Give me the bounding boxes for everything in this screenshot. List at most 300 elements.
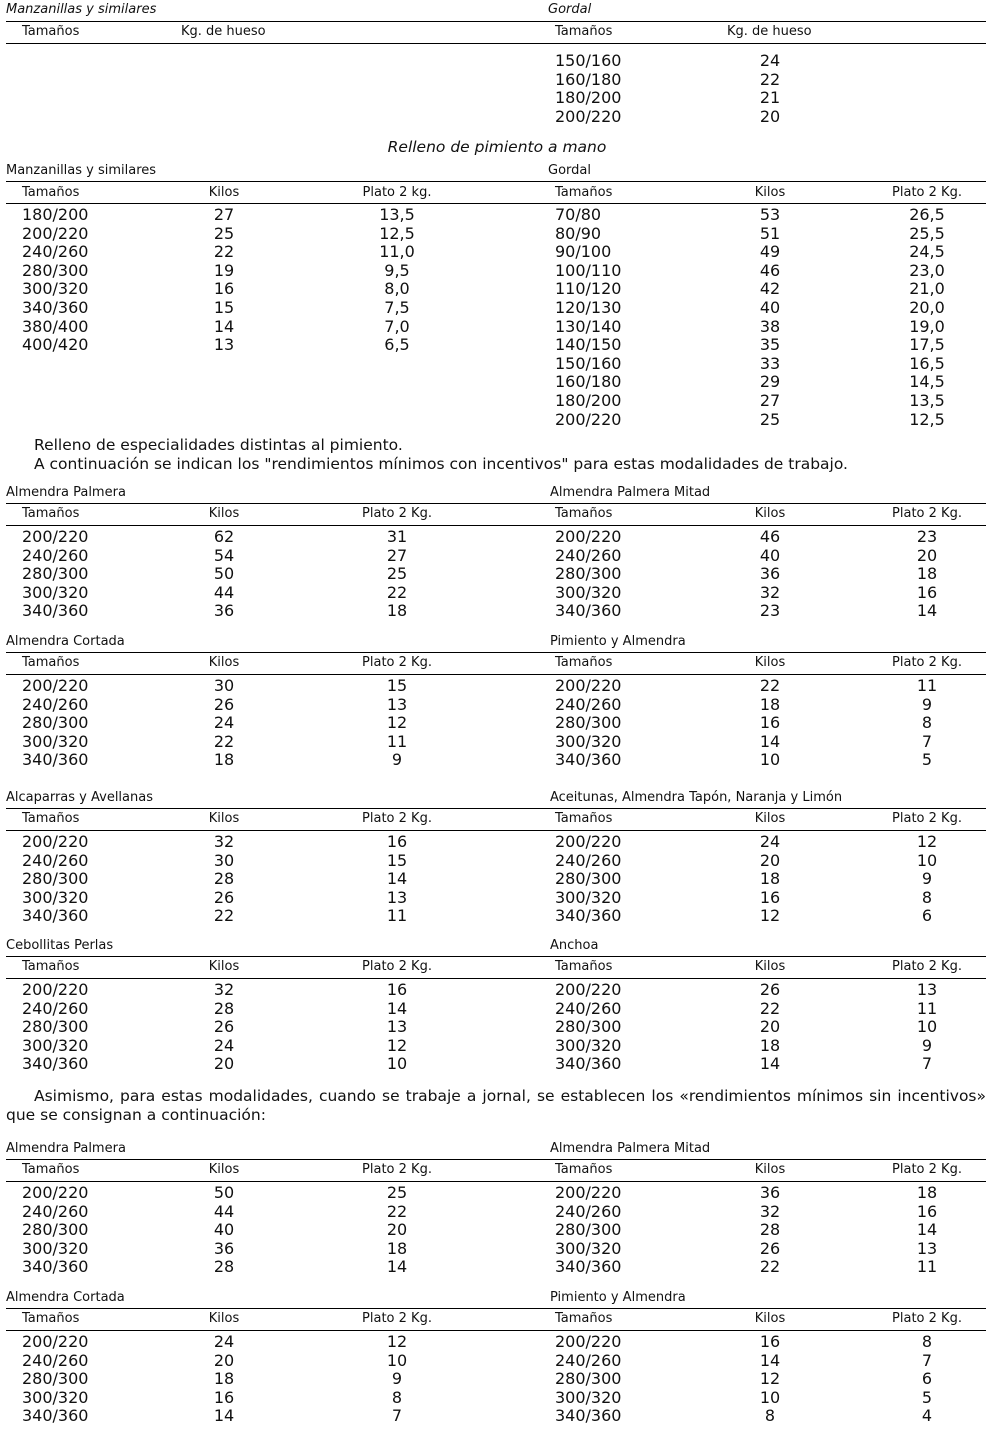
table-header-rule [6, 830, 986, 831]
table-header-rule [6, 1330, 986, 1331]
table-left-cell: 18 [213, 750, 235, 770]
table-right-cell: 22 [759, 1257, 781, 1277]
table-left-header-plato: Plato 2 Kg. [362, 1311, 432, 1326]
table-right-cell: 280/300 [555, 1017, 622, 1037]
pimiento-rule [6, 181, 986, 182]
table-right-cell: 26 [759, 980, 781, 999]
top-right-cell: 21 [759, 88, 781, 108]
table-left-cell: 27 [386, 545, 408, 565]
pimiento-right-cell: 35 [759, 335, 781, 355]
table-right-header-plato: Plato 2 Kg. [892, 506, 962, 521]
table-rule [6, 808, 986, 809]
pimiento-right-cell: 70/80 [555, 205, 602, 224]
table-left-cell: 280/300 [22, 564, 89, 584]
table-left-header-plato: Plato 2 Kg. [362, 506, 432, 521]
table-right-cell: 11 [916, 998, 938, 1018]
table-right-cell: 26 [759, 1238, 781, 1258]
table-right-cell: 14 [759, 1350, 781, 1370]
table-right-header-kilos: Kilos [754, 506, 786, 521]
pimiento-left-cell: 22 [213, 242, 235, 262]
table-right-cell: 5 [921, 750, 933, 770]
table-right-cell: 40 [759, 545, 781, 565]
table-left-cell: 300/320 [22, 582, 89, 602]
table-left-cell: 280/300 [22, 1017, 89, 1037]
table-right-cell: 240/260 [555, 850, 622, 870]
table-left-cell: 7 [391, 1406, 403, 1426]
table-right-cell: 240/260 [555, 998, 622, 1018]
table-right-cell: 7 [921, 1054, 933, 1074]
top-right-header-size: Tamaños [555, 24, 613, 39]
table-left-header-kilos: Kilos [208, 811, 240, 826]
pimiento-right-cell: 90/100 [555, 242, 612, 262]
pimiento-right-cell: 29 [759, 372, 781, 392]
top-right-header-kg: Kg. de hueso [727, 24, 812, 39]
table-left-cell: 280/300 [22, 713, 89, 733]
table-left-cell: 13 [386, 694, 408, 714]
table-left-header-size: Tamaños [22, 959, 80, 974]
table-left-cell: 62 [213, 527, 235, 546]
pimiento-left-cell: 300/320 [22, 279, 89, 299]
pimiento-right-cell: 140/150 [555, 335, 622, 355]
table-rule [6, 503, 986, 504]
table-right-cell: 22 [759, 676, 781, 695]
pimiento-right-header-kilos: Kilos [754, 185, 786, 200]
table-left-cell: 340/360 [22, 601, 89, 621]
table-header-rule [6, 978, 986, 979]
pimiento-left-cell: 25 [213, 223, 235, 243]
pimiento-right-cell: 80/90 [555, 223, 602, 243]
table-right-cell: 36 [759, 564, 781, 584]
table-left-cell: 300/320 [22, 1035, 89, 1055]
table-header-rule [6, 525, 986, 526]
table-left-header-size: Tamaños [22, 655, 80, 670]
table-left-cell: 25 [386, 564, 408, 584]
table-left-cell: 9 [391, 1369, 403, 1389]
pimiento-left-cell: 180/200 [22, 205, 89, 224]
top-header-rule [6, 43, 986, 44]
table-left-cell: 50 [213, 1183, 235, 1202]
table-right-cell: 32 [759, 1201, 781, 1221]
pimiento-right-cell: 200/220 [555, 409, 622, 429]
table-right-cell: 340/360 [555, 750, 622, 770]
pimiento-right-cell: 25 [759, 409, 781, 429]
table-right-cell: 12 [759, 1369, 781, 1389]
table-right-cell: 10 [759, 1387, 781, 1407]
pimiento-left-cell: 13 [213, 335, 235, 355]
table-left-cell: 36 [213, 1238, 235, 1258]
table-right-cell: 9 [921, 1035, 933, 1055]
table-left-cell: 10 [386, 1054, 408, 1074]
table-left-cell: 26 [213, 887, 235, 907]
table-right-header-kilos: Kilos [754, 811, 786, 826]
table-left-cell: 14 [386, 869, 408, 889]
top-left-title: Manzanillas y similares [6, 2, 157, 17]
table-right-cell: 12 [759, 906, 781, 926]
table-right-cell: 11 [916, 1257, 938, 1277]
table-right-header-plato: Plato 2 Kg. [892, 655, 962, 670]
table-left-cell: 11 [386, 906, 408, 926]
table-right-cell: 240/260 [555, 694, 622, 714]
table-right-header-kilos: Kilos [754, 1162, 786, 1177]
table-left-cell: 40 [213, 1220, 235, 1240]
table-left-cell: 200/220 [22, 1183, 89, 1202]
table-left-header-kilos: Kilos [208, 506, 240, 521]
pimiento-right-cell: 38 [759, 316, 781, 336]
table-left-cell: 10 [386, 1350, 408, 1370]
table-right-header-size: Tamaños [555, 811, 613, 826]
table-left-header-size: Tamaños [22, 1311, 80, 1326]
table-left-cell: 22 [213, 906, 235, 926]
table-left-cell: 30 [213, 676, 235, 695]
table-right-cell: 200/220 [555, 832, 622, 851]
table-right-cell: 23 [759, 601, 781, 621]
pimiento-right-cell: 16,5 [909, 353, 945, 373]
table-left-cell: 44 [213, 582, 235, 602]
table-right-header-kilos: Kilos [754, 655, 786, 670]
pimiento-left-cell: 9,5 [384, 260, 410, 280]
pimiento-left-cell: 400/420 [22, 335, 89, 355]
table-right-title: Almendra Palmera Mitad [550, 485, 711, 500]
pimiento-right-cell: 40 [759, 298, 781, 317]
table-right-cell: 23 [916, 527, 938, 546]
table-right-cell: 7 [921, 731, 933, 751]
pimiento-right-cell: 25,5 [909, 223, 945, 243]
table-right-cell: 20 [916, 545, 938, 565]
table-left-cell: 300/320 [22, 887, 89, 907]
table-right-cell: 16 [916, 582, 938, 602]
table-left-cell: 16 [386, 980, 408, 999]
section-heading: Relleno de pimiento a mano [387, 138, 607, 156]
table-left-cell: 18 [386, 1238, 408, 1258]
pimiento-right-cell: 21,0 [909, 279, 945, 299]
table-left-cell: 200/220 [22, 527, 89, 546]
table-left-title: Cebollitas Perlas [6, 938, 114, 953]
pimiento-right-cell: 26,5 [909, 205, 945, 224]
table-left-cell: 50 [213, 564, 235, 584]
table-left-cell: 200/220 [22, 832, 89, 851]
table-left-title: Almendra Cortada [6, 1290, 125, 1305]
table-left-cell: 28 [213, 1257, 235, 1277]
table-right-cell: 280/300 [555, 1369, 622, 1389]
table-left-header-size: Tamaños [22, 1162, 80, 1177]
table-left-cell: 13 [386, 1017, 408, 1037]
pimiento-left-cell: 7,0 [384, 316, 410, 336]
table-left-cell: 14 [386, 998, 408, 1018]
table-rule [6, 652, 986, 653]
table-left-title: Alcaparras y Avellanas [6, 790, 153, 805]
table-right-cell: 8 [921, 1332, 933, 1351]
paragraph-sin-incentivos: Asimismo, para estas modalidades, cuando se trabaje a jornal, se establecen los «rendimientos mínimos sin incentivos» que se consignan a continuación: [6, 1087, 986, 1124]
table-left-cell: 11 [386, 731, 408, 751]
table-left-cell: 26 [213, 694, 235, 714]
table-header-rule [6, 1181, 986, 1182]
table-left-cell: 18 [213, 1369, 235, 1389]
table-right-title: Almendra Palmera Mitad [550, 1141, 711, 1156]
table-left-header-size: Tamaños [22, 506, 80, 521]
table-right-cell: 280/300 [555, 564, 622, 584]
table-left-header-plato: Plato 2 Kg. [362, 655, 432, 670]
table-left-cell: 8 [391, 1387, 403, 1407]
table-left-header-plato: Plato 2 Kg. [362, 1162, 432, 1177]
table-left-cell: 16 [386, 832, 408, 851]
pimiento-left-cell: 7,5 [384, 298, 410, 317]
table-right-cell: 9 [921, 869, 933, 889]
pimiento-left-cell: 280/300 [22, 260, 89, 280]
pimiento-right-cell: 23,0 [909, 260, 945, 280]
table-left-cell: 13 [386, 887, 408, 907]
table-left-cell: 28 [213, 998, 235, 1018]
table-right-cell: 340/360 [555, 601, 622, 621]
table-right-header-plato: Plato 2 Kg. [892, 959, 962, 974]
table-left-cell: 20 [386, 1220, 408, 1240]
table-left-header-kilos: Kilos [208, 655, 240, 670]
table-right-cell: 24 [759, 832, 781, 851]
table-left-cell: 340/360 [22, 906, 89, 926]
table-right-title: Pimiento y Almendra [550, 1290, 686, 1305]
top-right-title: Gordal [548, 2, 592, 17]
table-left-cell: 25 [386, 1183, 408, 1202]
table-right-cell: 300/320 [555, 582, 622, 602]
table-right-cell: 8 [921, 713, 933, 733]
pimiento-right-header-size: Tamaños [555, 185, 613, 200]
table-left-cell: 14 [386, 1257, 408, 1277]
pimiento-right-title: Gordal [548, 163, 591, 178]
top-right-cell: 24 [759, 51, 781, 70]
table-left-cell: 12 [386, 1035, 408, 1055]
table-left-cell: 15 [386, 676, 408, 695]
table-right-cell: 8 [764, 1406, 776, 1426]
table-right-cell: 22 [759, 998, 781, 1018]
table-left-cell: 24 [213, 1332, 235, 1351]
table-left-cell: 22 [213, 731, 235, 751]
pimiento-right-cell: 160/180 [555, 372, 622, 392]
top-right-cell: 22 [759, 69, 781, 89]
table-left-cell: 240/260 [22, 1201, 89, 1221]
table-right-cell: 16 [759, 1332, 781, 1351]
table-right-cell: 200/220 [555, 527, 622, 546]
table-left-cell: 340/360 [22, 1257, 89, 1277]
table-rule [6, 1308, 986, 1309]
pimiento-left-header-kilos: Kilos [208, 185, 240, 200]
top-right-cell: 200/220 [555, 106, 622, 126]
pimiento-left-cell: 240/260 [22, 242, 89, 262]
table-right-cell: 20 [759, 850, 781, 870]
table-right-cell: 20 [759, 1017, 781, 1037]
table-left-cell: 200/220 [22, 1332, 89, 1351]
table-left-cell: 340/360 [22, 1054, 89, 1074]
table-right-cell: 280/300 [555, 869, 622, 889]
pimiento-left-cell: 200/220 [22, 223, 89, 243]
table-left-cell: 32 [213, 980, 235, 999]
table-right-cell: 28 [759, 1220, 781, 1240]
table-left-cell: 15 [386, 850, 408, 870]
table-left-header-kilos: Kilos [208, 1311, 240, 1326]
table-left-cell: 31 [386, 527, 408, 546]
pimiento-left-cell: 13,5 [379, 205, 415, 224]
top-rule [6, 21, 986, 22]
table-left-cell: 240/260 [22, 998, 89, 1018]
table-left-header-kilos: Kilos [208, 1162, 240, 1177]
table-right-cell: 280/300 [555, 1220, 622, 1240]
pimiento-right-cell: 33 [759, 353, 781, 373]
pimiento-right-cell: 14,5 [909, 372, 945, 392]
table-right-cell: 9 [921, 694, 933, 714]
table-left-cell: 12 [386, 713, 408, 733]
table-right-cell: 10 [916, 1017, 938, 1037]
pimiento-left-cell: 16 [213, 279, 235, 299]
table-right-cell: 280/300 [555, 713, 622, 733]
top-left-header-kg: Kg. de hueso [181, 24, 266, 39]
table-right-cell: 340/360 [555, 1257, 622, 1277]
table-right-cell: 16 [916, 1201, 938, 1221]
top-right-cell: 180/200 [555, 88, 622, 108]
table-right-cell: 6 [921, 1369, 933, 1389]
table-left-header-plato: Plato 2 Kg. [362, 811, 432, 826]
paragraph-con-incentivos: A continuación se indican los "rendimientos mínimos con incentivos" para estas modalidades de trabajo. [34, 455, 848, 473]
table-rule [6, 1159, 986, 1160]
table-right-cell: 10 [759, 750, 781, 770]
table-left-cell: 280/300 [22, 1369, 89, 1389]
pimiento-header-rule [6, 203, 986, 204]
top-right-cell: 20 [759, 106, 781, 126]
top-right-cell: 160/180 [555, 69, 622, 89]
table-right-header-size: Tamaños [555, 1311, 613, 1326]
top-right-cell: 150/160 [555, 51, 622, 70]
table-right-header-size: Tamaños [555, 655, 613, 670]
table-left-cell: 9 [391, 750, 403, 770]
table-left-cell: 12 [386, 1332, 408, 1351]
table-right-header-kilos: Kilos [754, 1311, 786, 1326]
pimiento-right-cell: 19,0 [909, 316, 945, 336]
pimiento-right-cell: 17,5 [909, 335, 945, 355]
table-right-cell: 14 [916, 1220, 938, 1240]
table-left-header-plato: Plato 2 Kg. [362, 959, 432, 974]
table-right-cell: 6 [921, 906, 933, 926]
table-right-cell: 18 [916, 1183, 938, 1202]
table-left-cell: 280/300 [22, 869, 89, 889]
table-left-cell: 280/300 [22, 1220, 89, 1240]
table-left-cell: 240/260 [22, 1350, 89, 1370]
table-right-cell: 14 [759, 731, 781, 751]
table-right-cell: 7 [921, 1350, 933, 1370]
table-right-header-kilos: Kilos [754, 959, 786, 974]
table-right-header-size: Tamaños [555, 506, 613, 521]
table-right-cell: 340/360 [555, 906, 622, 926]
table-right-cell: 240/260 [555, 1350, 622, 1370]
pimiento-left-header-size: Tamaños [22, 185, 80, 200]
table-left-cell: 20 [213, 1350, 235, 1370]
table-right-cell: 200/220 [555, 980, 622, 999]
table-left-cell: 14 [213, 1406, 235, 1426]
table-right-cell: 46 [759, 527, 781, 546]
pimiento-right-cell: 13,5 [909, 391, 945, 410]
table-right-header-plato: Plato 2 Kg. [892, 811, 962, 826]
pimiento-right-cell: 51 [759, 223, 781, 243]
table-right-header-plato: Plato 2 Kg. [892, 1311, 962, 1326]
table-left-cell: 300/320 [22, 1387, 89, 1407]
table-left-cell: 24 [213, 713, 235, 733]
pimiento-left-cell: 8,0 [384, 279, 410, 299]
pimiento-left-cell: 380/400 [22, 316, 89, 336]
table-right-header-size: Tamaños [555, 959, 613, 974]
table-right-cell: 13 [916, 1238, 938, 1258]
table-right-cell: 11 [916, 676, 938, 695]
pimiento-left-cell: 27 [213, 205, 235, 224]
table-right-cell: 240/260 [555, 1201, 622, 1221]
table-right-title: Pimiento y Almendra [550, 634, 686, 649]
pimiento-right-header-plato: Plato 2 Kg. [892, 185, 962, 200]
pimiento-right-cell: 12,5 [909, 409, 945, 429]
table-left-title: Almendra Palmera [6, 485, 126, 500]
table-left-cell: 16 [213, 1387, 235, 1407]
pimiento-right-cell: 120/130 [555, 298, 622, 317]
pimiento-left-cell: 11,0 [379, 242, 415, 262]
pimiento-left-cell: 14 [213, 316, 235, 336]
table-header-rule [6, 674, 986, 675]
table-left-cell: 54 [213, 545, 235, 565]
table-right-cell: 32 [759, 582, 781, 602]
table-right-cell: 18 [759, 1035, 781, 1055]
table-right-cell: 4 [921, 1406, 933, 1426]
table-left-cell: 28 [213, 869, 235, 889]
table-right-header-size: Tamaños [555, 1162, 613, 1177]
table-left-cell: 26 [213, 1017, 235, 1037]
table-right-cell: 5 [921, 1387, 933, 1407]
pimiento-right-cell: 20,0 [909, 298, 945, 317]
pimiento-left-header-plato: Plato 2 kg. [362, 185, 432, 200]
table-right-cell: 240/260 [555, 545, 622, 565]
pimiento-right-cell: 49 [759, 242, 781, 262]
pimiento-right-cell: 42 [759, 279, 781, 299]
table-right-cell: 200/220 [555, 1183, 622, 1202]
table-right-cell: 200/220 [555, 676, 622, 695]
top-left-header-size: Tamaños [22, 24, 80, 39]
table-right-header-plato: Plato 2 Kg. [892, 1162, 962, 1177]
table-left-header-size: Tamaños [22, 811, 80, 826]
table-right-cell: 18 [759, 694, 781, 714]
table-right-cell: 340/360 [555, 1054, 622, 1074]
table-left-cell: 300/320 [22, 731, 89, 751]
table-left-cell: 30 [213, 850, 235, 870]
table-right-cell: 16 [759, 713, 781, 733]
pimiento-left-cell: 6,5 [384, 335, 410, 355]
table-right-cell: 300/320 [555, 731, 622, 751]
pimiento-left-cell: 19 [213, 260, 235, 280]
pimiento-right-cell: 46 [759, 260, 781, 280]
table-right-cell: 14 [916, 601, 938, 621]
table-right-cell: 18 [916, 564, 938, 584]
table-left-cell: 22 [386, 582, 408, 602]
table-left-cell: 200/220 [22, 980, 89, 999]
table-right-cell: 300/320 [555, 887, 622, 907]
paragraph-especialidades: Relleno de especialidades distintas al pimiento. [34, 436, 403, 454]
pimiento-right-cell: 27 [759, 391, 781, 410]
table-left-cell: 200/220 [22, 676, 89, 695]
pimiento-left-cell: 340/360 [22, 298, 89, 317]
table-right-cell: 36 [759, 1183, 781, 1202]
pimiento-right-cell: 110/120 [555, 279, 622, 299]
pimiento-right-cell: 130/140 [555, 316, 622, 336]
table-right-cell: 16 [759, 887, 781, 907]
pimiento-right-cell: 180/200 [555, 391, 622, 410]
table-left-cell: 24 [213, 1035, 235, 1055]
table-left-cell: 20 [213, 1054, 235, 1074]
table-left-title: Almendra Palmera [6, 1141, 126, 1156]
table-right-cell: 8 [921, 887, 933, 907]
pimiento-left-title: Manzanillas y similares [6, 163, 157, 178]
pimiento-right-cell: 53 [759, 205, 781, 224]
table-left-title: Almendra Cortada [6, 634, 125, 649]
